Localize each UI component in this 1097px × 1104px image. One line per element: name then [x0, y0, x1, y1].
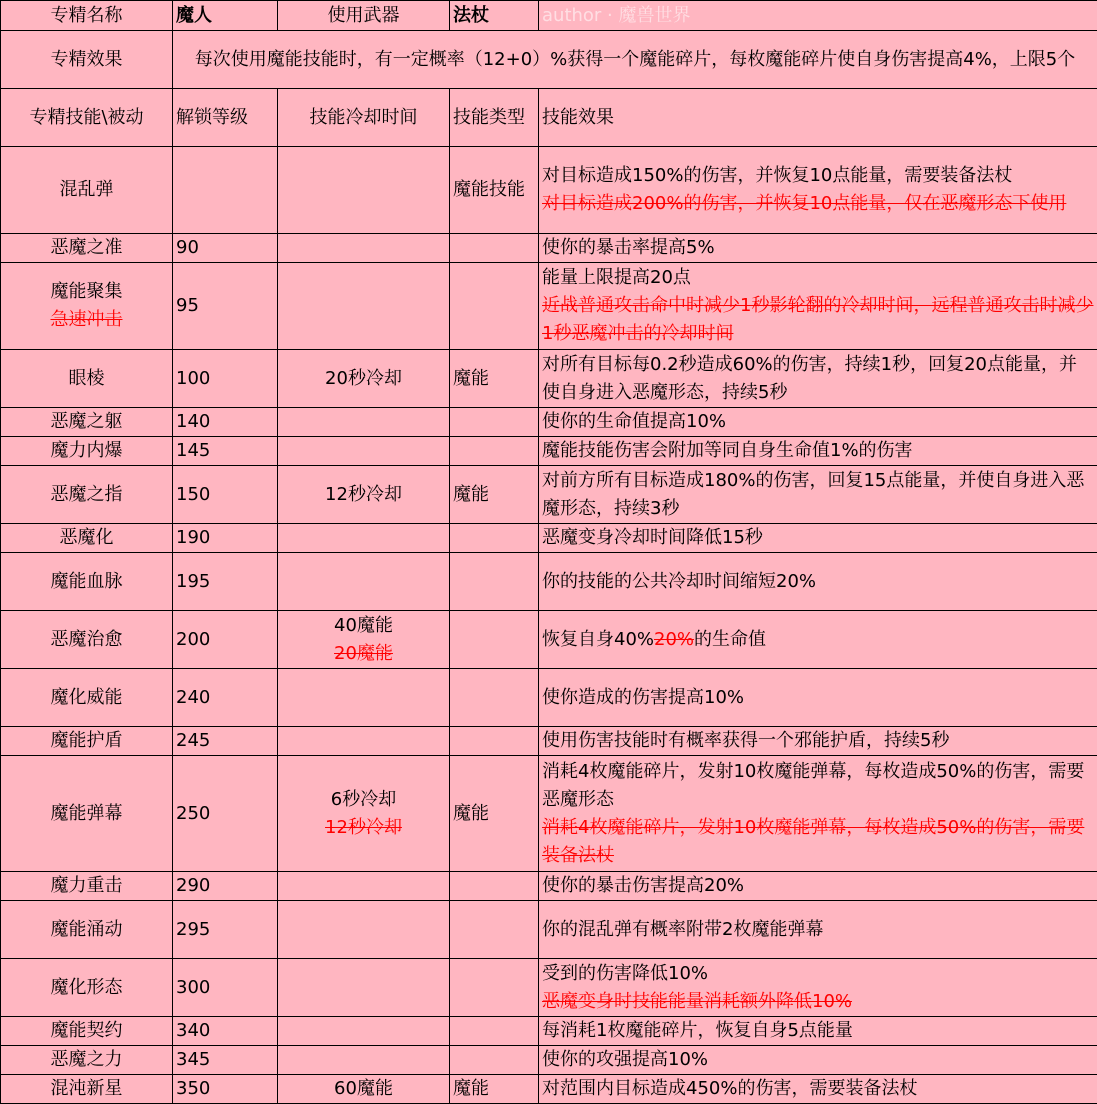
skill-name: 眼棱 — [1, 350, 173, 408]
skill-name — [1, 263, 173, 350]
skill-level: 350 — [173, 1075, 278, 1104]
col-header-effect: 技能效果 — [539, 89, 1097, 147]
watermark: author · 魔兽世界 — [542, 5, 690, 26]
skill-type: 魔能 — [450, 756, 539, 872]
skill-effect-current: 对目标造成150%的伤害，并恢复10点能量，需要装备法杖 — [542, 162, 1094, 190]
table-row — [1, 466, 1097, 524]
effect-row — [1, 31, 1097, 89]
skill-level: 240 — [173, 669, 278, 727]
skill-level: 245 — [173, 727, 278, 756]
skill-cooldown — [278, 263, 450, 350]
skill-name: 恶魔之指 — [1, 466, 173, 524]
skill-cooldown — [278, 1017, 450, 1046]
skill-effect — [539, 611, 1097, 669]
effect-text: 每次使用魔能技能时，有一定概率（12+0）%获得一个魔能碎片，每枚魔能碎片使自身伤害提高4%，上限5个 — [173, 31, 1097, 89]
skill-effect: 每消耗1枚魔能碎片，恢复自身5点能量 — [539, 1017, 1097, 1046]
table-row — [1, 234, 1097, 263]
skill-name: 恶魔治愈 — [1, 611, 173, 669]
table-row — [1, 756, 1097, 872]
skill-name: 魔力内爆 — [1, 437, 173, 466]
table-row — [1, 611, 1097, 669]
skill-level: 195 — [173, 553, 278, 611]
skill-cooldown: 60魔能 — [278, 1075, 450, 1104]
watermark-cell — [539, 1, 1097, 31]
skill-type: 魔能 — [450, 1075, 539, 1104]
skill-cooldown — [278, 669, 450, 727]
skill-effect-strike: 20% — [654, 629, 694, 650]
skill-effect-current: 受到的伤害降低10% — [542, 960, 1094, 988]
skill-effect-part: 恢复自身40% — [542, 629, 654, 650]
skill-effect-old: 对目标造成200%的伤害，并恢复10点能量，仅在恶魔形态下使用 — [542, 190, 1094, 218]
table-row — [1, 147, 1097, 234]
skill-level: 295 — [173, 901, 278, 959]
skill-effect: 恶魔变身冷却时间降低15秒 — [539, 524, 1097, 553]
table-row — [1, 1075, 1097, 1104]
skill-type: 魔能 — [450, 350, 539, 408]
skill-effect: 对范围内目标造成450%的伤害，需要装备法杖 — [539, 1075, 1097, 1104]
skill-effect-part: 的生命值 — [694, 629, 766, 650]
skill-name: 恶魔之躯 — [1, 408, 173, 437]
skill-effect: 使你的攻强提高10% — [539, 1046, 1097, 1075]
skill-level: 145 — [173, 437, 278, 466]
skill-type — [450, 437, 539, 466]
skill-level: 300 — [173, 959, 278, 1017]
skill-name: 魔能护盾 — [1, 727, 173, 756]
skill-effect — [539, 756, 1097, 872]
skill-effect — [539, 959, 1097, 1017]
skill-type — [450, 959, 539, 1017]
skill-cooldown — [278, 872, 450, 901]
spec-name: 魔人 — [173, 1, 278, 31]
skill-name: 魔能血脉 — [1, 553, 173, 611]
skill-effect: 使用伤害技能时有概率获得一个邪能护盾，持续5秒 — [539, 727, 1097, 756]
skill-level: 140 — [173, 408, 278, 437]
effect-label: 专精效果 — [1, 31, 173, 89]
skill-type — [450, 611, 539, 669]
skill-name: 混沌新星 — [1, 1075, 173, 1104]
skill-level: 90 — [173, 234, 278, 263]
skill-level: 100 — [173, 350, 278, 408]
table-row — [1, 263, 1097, 350]
skill-effect: 你的混乱弹有概率附带2枚魔能弹幕 — [539, 901, 1097, 959]
skill-name: 魔能弹幕 — [1, 756, 173, 872]
skill-cooldown — [278, 756, 450, 872]
table-row — [1, 959, 1097, 1017]
skill-name: 魔能契约 — [1, 1017, 173, 1046]
column-header-row — [1, 89, 1097, 147]
skill-level: 250 — [173, 756, 278, 872]
skill-level: 345 — [173, 1046, 278, 1075]
skill-cooldown — [278, 408, 450, 437]
table-row — [1, 727, 1097, 756]
skill-type — [450, 553, 539, 611]
skill-name: 恶魔之力 — [1, 1046, 173, 1075]
skill-type — [450, 408, 539, 437]
skill-level — [173, 147, 278, 234]
skill-cooldown — [278, 524, 450, 553]
spec-name-label: 专精名称 — [1, 1, 173, 31]
table-row — [1, 901, 1097, 959]
col-header-skill: 专精技能\被动 — [1, 89, 173, 147]
col-header-type: 技能类型 — [450, 89, 539, 147]
table-row — [1, 437, 1097, 466]
skill-name-old: 急速冲击 — [4, 306, 169, 334]
skill-level: 200 — [173, 611, 278, 669]
skill-effect — [539, 147, 1097, 234]
skill-level: 150 — [173, 466, 278, 524]
skill-name: 混乱弹 — [1, 147, 173, 234]
skill-cooldown — [278, 1046, 450, 1075]
skill-effect: 使你的暴击率提高5% — [539, 234, 1097, 263]
skill-effect-old: 近战普通攻击命中时减少1秒影轮翻的冷却时间，远程普通攻击时减少1秒恶魔冲击的冷却时间 — [542, 292, 1094, 348]
skill-cooldown — [278, 959, 450, 1017]
table-row — [1, 524, 1097, 553]
skill-name: 恶魔之准 — [1, 234, 173, 263]
skill-effect-old: 恶魔变身时技能能量消耗额外降低10% — [542, 988, 1094, 1016]
skill-effect: 你的技能的公共冷却时间缩短20% — [539, 553, 1097, 611]
skill-effect-current: 能量上限提高20点 — [542, 264, 1094, 292]
weapon-name: 法杖 — [450, 1, 539, 31]
header-row — [1, 1, 1097, 31]
skill-type — [450, 669, 539, 727]
weapon-label: 使用武器 — [278, 1, 450, 31]
skill-effect: 使你的生命值提高10% — [539, 408, 1097, 437]
skill-cooldown — [278, 147, 450, 234]
skill-effect: 使你的暴击伤害提高20% — [539, 872, 1097, 901]
table-row — [1, 669, 1097, 727]
col-header-cooldown: 技能冷却时间 — [278, 89, 450, 147]
skill-cooldown — [278, 234, 450, 263]
skill-cooldown — [278, 553, 450, 611]
skill-type: 魔能 — [450, 466, 539, 524]
skill-name: 魔化形态 — [1, 959, 173, 1017]
skill-effect: 对前方所有目标造成180%的伤害，回复15点能量，并使自身进入恶魔形态，持续3秒 — [539, 466, 1097, 524]
skill-cooldown: 12秒冷却 — [278, 466, 450, 524]
skill-name: 魔能涌动 — [1, 901, 173, 959]
skill-effect-current: 消耗4枚魔能碎片，发射10枚魔能弹幕，每枚造成50%的伤害，需要恶魔形态 — [542, 758, 1094, 814]
col-header-level: 解锁等级 — [173, 89, 278, 147]
skill-cooldown: 20秒冷却 — [278, 350, 450, 408]
skill-name: 魔化威能 — [1, 669, 173, 727]
skill-type — [450, 727, 539, 756]
skill-type — [450, 524, 539, 553]
table-row — [1, 408, 1097, 437]
skill-name: 魔力重击 — [1, 872, 173, 901]
table-row — [1, 350, 1097, 408]
skill-type: 魔能技能 — [450, 147, 539, 234]
skill-effect: 对所有目标每0.2秒造成60%的伤害，持续1秒，回复20点能量，并使自身进入恶魔形态，持续5秒 — [539, 350, 1097, 408]
skill-effect — [539, 263, 1097, 350]
skill-cooldown — [278, 727, 450, 756]
skill-effect: 魔能技能伤害会附加等同自身生命值1%的伤害 — [539, 437, 1097, 466]
skill-name: 恶魔化 — [1, 524, 173, 553]
skill-type — [450, 234, 539, 263]
table-row — [1, 1017, 1097, 1046]
skill-cooldown — [278, 611, 450, 669]
skill-cooldown-old: 20魔能 — [281, 640, 446, 668]
skill-cooldown — [278, 437, 450, 466]
skill-type — [450, 872, 539, 901]
skill-level: 95 — [173, 263, 278, 350]
skill-cooldown-old: 12秒冷却 — [281, 814, 446, 842]
table-row — [1, 553, 1097, 611]
skill-type — [450, 1017, 539, 1046]
skill-effect-old: 消耗4枚魔能碎片，发射10枚魔能弹幕，每枚造成50%的伤害，需要装备法杖 — [542, 814, 1094, 870]
skill-type — [450, 901, 539, 959]
skill-cooldown-current: 40魔能 — [281, 612, 446, 640]
skill-cooldown — [278, 901, 450, 959]
skill-type — [450, 1046, 539, 1075]
table-row — [1, 1046, 1097, 1075]
skill-level: 290 — [173, 872, 278, 901]
skill-name-current: 魔能聚集 — [4, 278, 169, 306]
skill-level: 190 — [173, 524, 278, 553]
table-row — [1, 872, 1097, 901]
skill-effect: 使你造成的伤害提高10% — [539, 669, 1097, 727]
skill-level: 340 — [173, 1017, 278, 1046]
skill-type — [450, 263, 539, 350]
skill-cooldown-current: 6秒冷却 — [281, 786, 446, 814]
